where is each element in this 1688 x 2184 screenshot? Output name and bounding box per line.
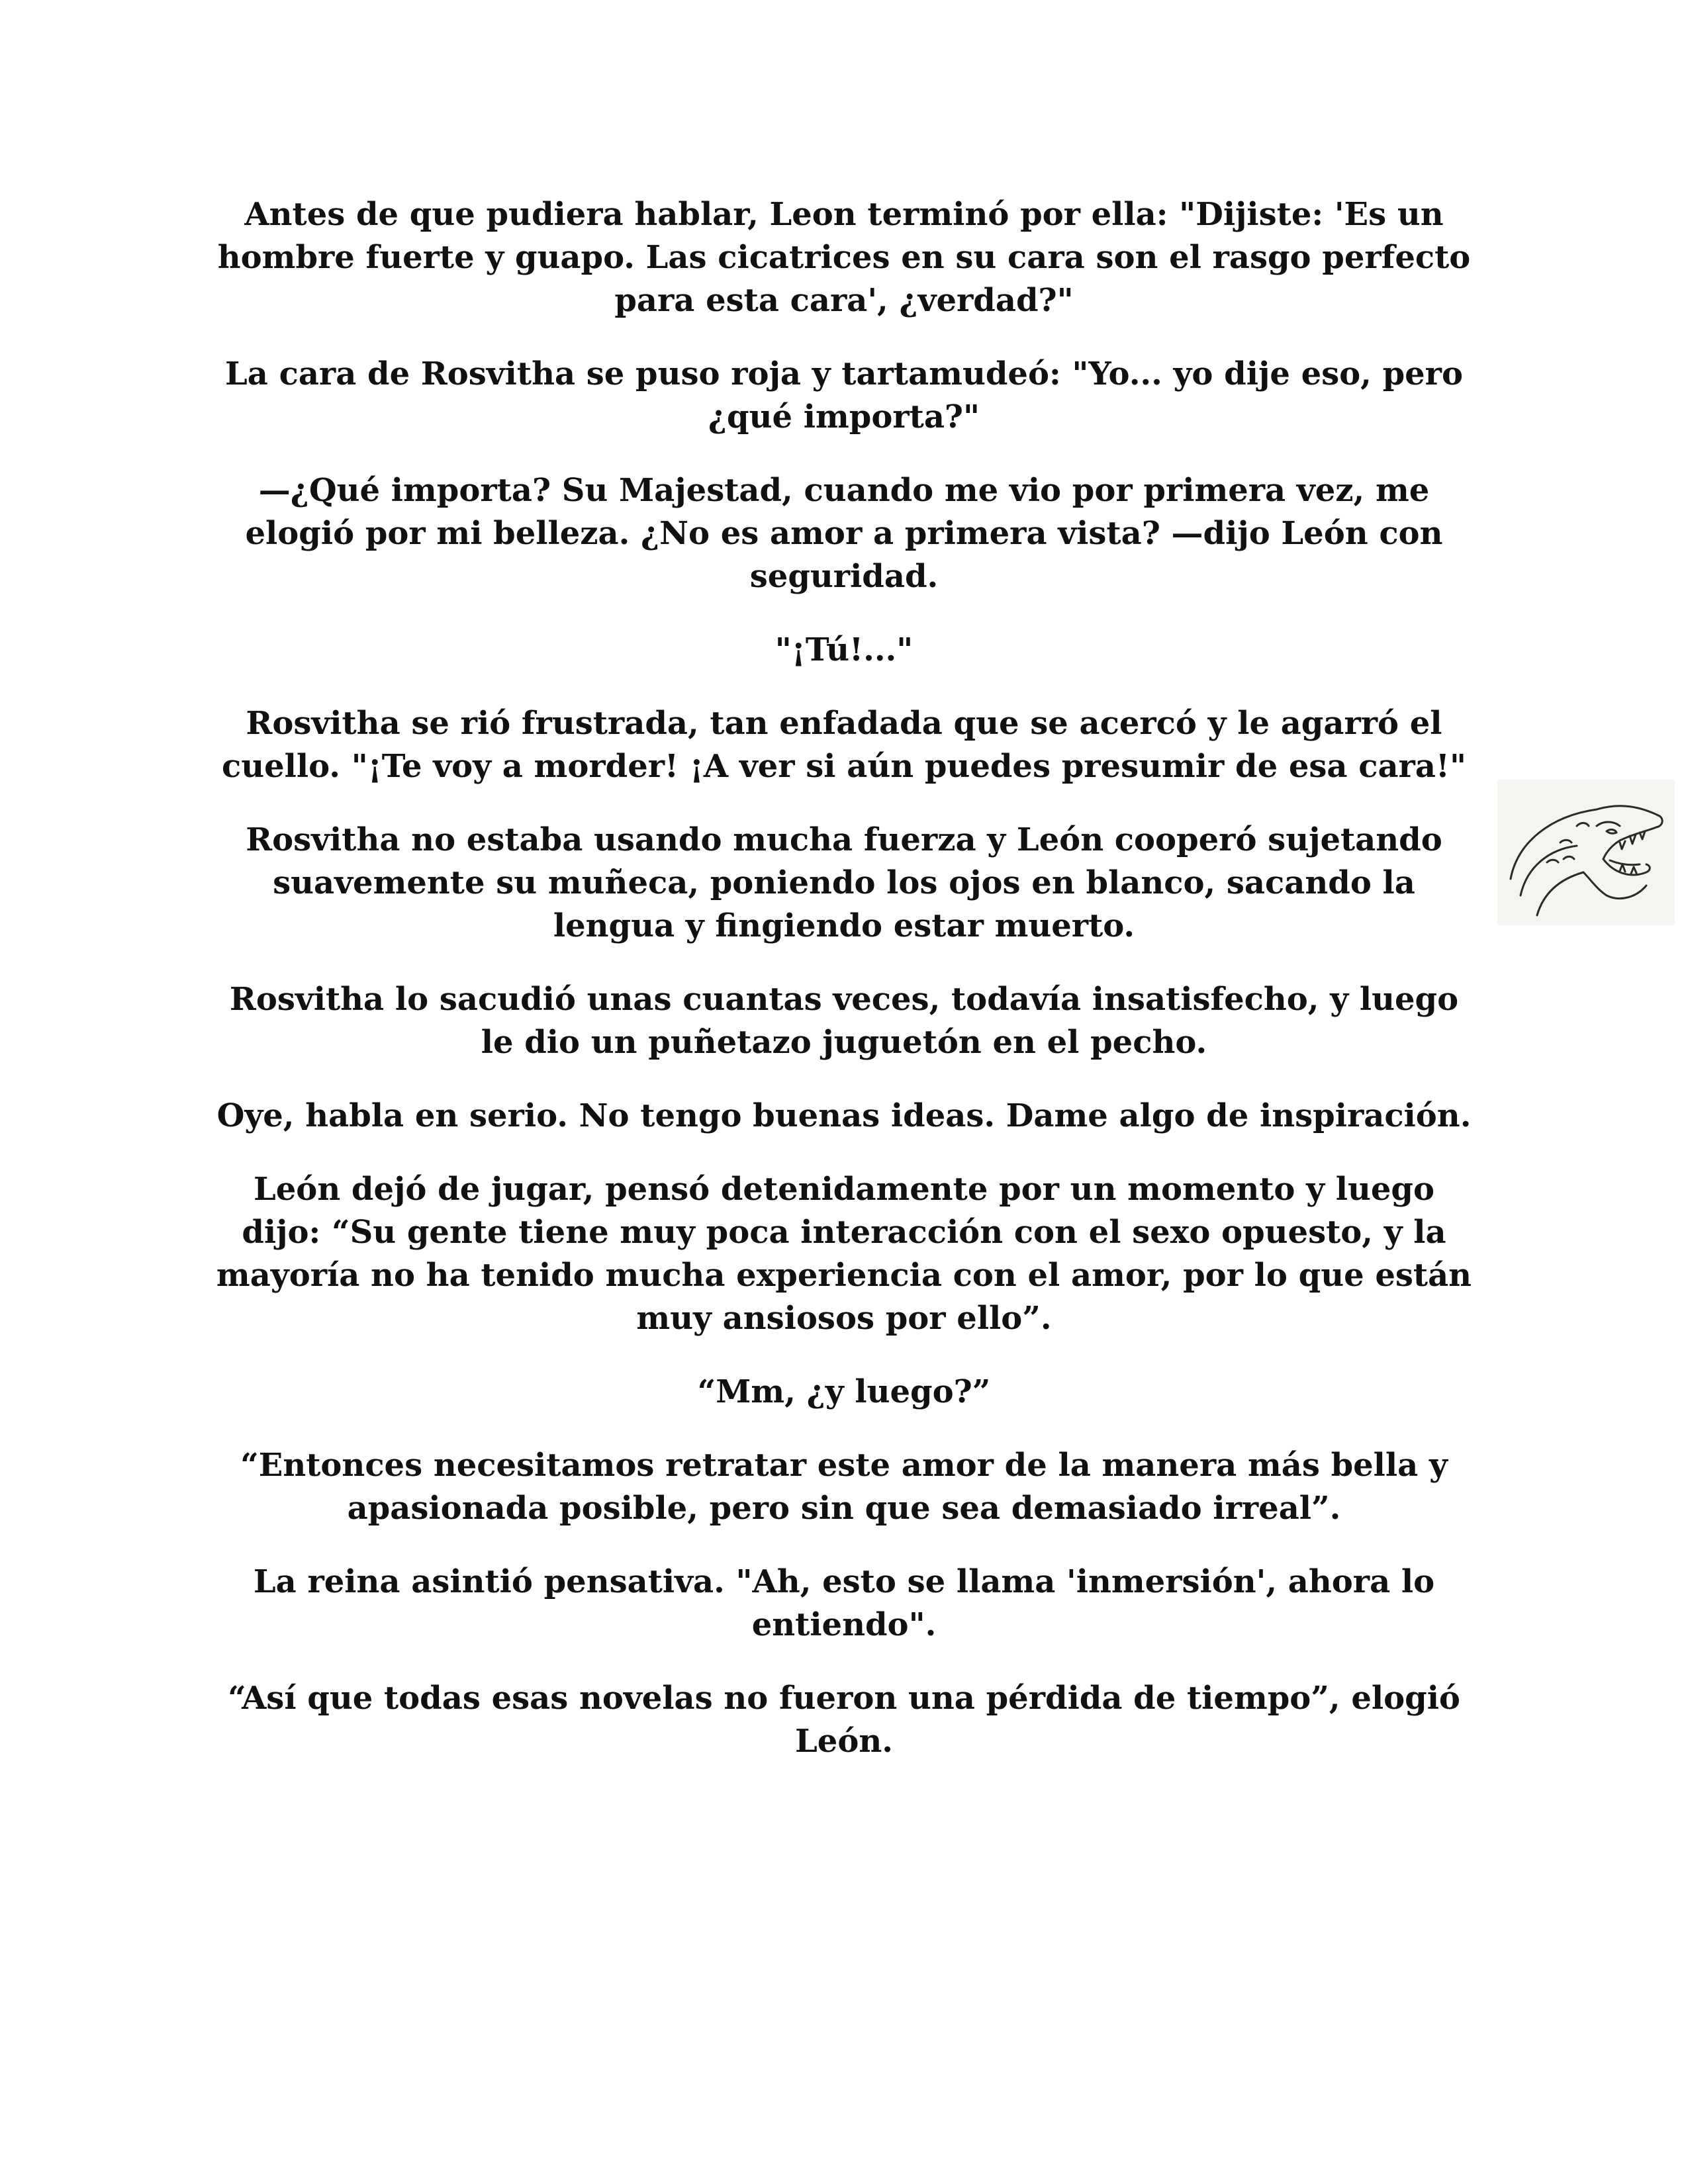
- paragraph: "¡Tú!...": [774, 631, 914, 668]
- paragraph: “Mm, ¿y luego?”: [697, 1373, 991, 1410]
- paragraph: León dejó de jugar, pensó detenidamente por un momento y luego dijo: “Su gente tiene muy poca interacción con el sexo opuesto, y la mayoría no ha tenido mucha experiencia con el amor, por lo que están muy ansiosos por ello”.: [216, 1171, 1472, 1337]
- paragraph: Oye, habla en serio. No tengo buenas ideas. Dame algo de inspiración.: [216, 1097, 1472, 1134]
- paragraph: Rosvitha se rió frustrada, tan enfadada que se acercó y le agarró el cuello. "¡Te voy a morder! ¡A ver si aún puedes presumir de esa cara!": [221, 705, 1467, 785]
- text-body: [212, 193, 1476, 1794]
- paragraph: Antes de que pudiera hablar, Leon terminó por ella: "Dijiste: 'Es un hombre fuerte y guapo. Las cicatrices en su cara son el rasgo perfecto para esta cara', ¿verdad?": [217, 196, 1471, 319]
- paragraph: —¿Qué importa? Su Majestad, cuando me vio por primera vez, me elogió por mi belleza. ¿No es amor a primera vista? —dijo León con seguridad.: [245, 472, 1443, 595]
- paragraph: La cara de Rosvitha se puso roja y tartamudeó: "Yo... yo dije eso, pero ¿qué importa?": [225, 355, 1463, 435]
- paragraph: “Así que todas esas novelas no fueron una pérdida de tiempo”, elogió León.: [228, 1680, 1460, 1760]
- paragraph: Rosvitha no estaba usando mucha fuerza y León cooperó sujetando suavemente su muñeca, poniendo los ojos en blanco, sacando la lengua y fingiendo estar muerto.: [246, 821, 1442, 944]
- paragraph: Rosvitha lo sacudió unas cuantas veces, todavía insatisfecho, y luego le dio un puñetazo juguetón en el pecho.: [229, 981, 1459, 1061]
- dinosaur-head-icon: [1497, 780, 1675, 925]
- paragraph: “Entonces necesitamos retratar este amor de la manera más bella y apasionada posible, pero sin que sea demasiado irreal”.: [240, 1447, 1448, 1527]
- paragraph: La reina asintió pensativa. "Ah, esto se llama 'inmersión', ahora lo entiendo".: [253, 1563, 1435, 1643]
